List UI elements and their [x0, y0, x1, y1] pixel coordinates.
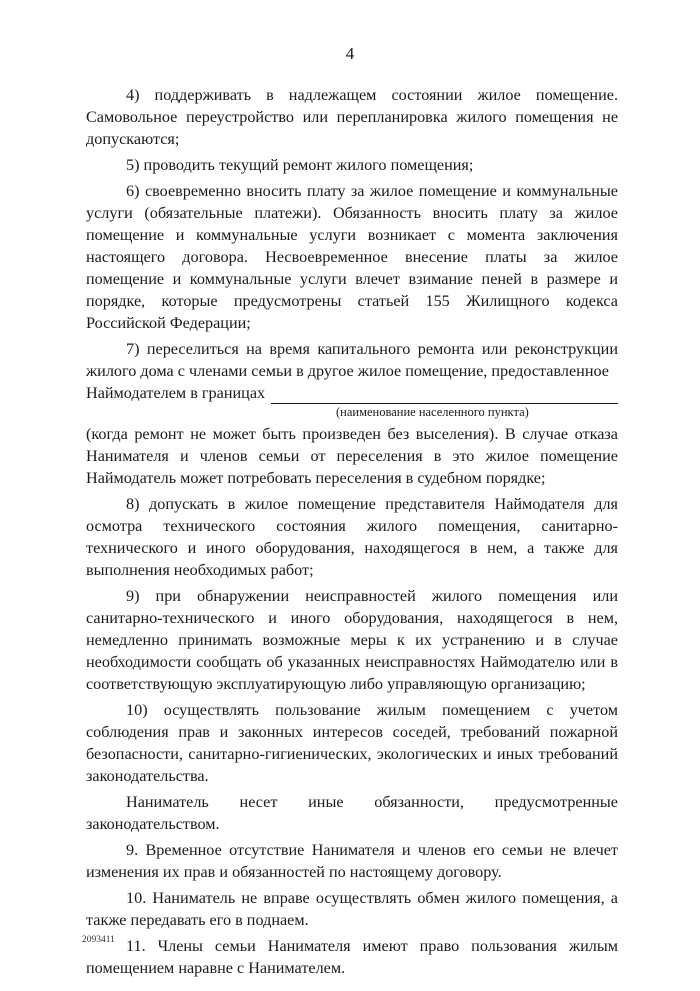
- footer-document-code: 2093411: [82, 935, 115, 945]
- document-body: [86, 84, 618, 983]
- clause-7-lead: Наймодателем в границах: [86, 384, 266, 402]
- section-10: 10. Наниматель не вправе осуществлять обмен жилого помещения, а также передавать его в поднаем.: [86, 889, 618, 929]
- clause-5: 5) проводить текущий ремонт жилого помещения;: [126, 156, 474, 174]
- clause-7-fill-line: [86, 382, 618, 404]
- clause-9: 9) при обнаружении неисправностей жилого помещения или санитарно-технического и иного оборудования, находящегося в нем, немедленно принимать возможные меры к их устранению и в случае необходимости сообщать об указанных неисправностях Наймодателю или в соответствующую эксплуатирующую либо управляющую организацию;: [86, 587, 618, 693]
- clause-4: 4) поддерживать в надлежащем состоянии жилое помещение. Самовольное переустройство или перепланировка жилого помещения не допускаются;: [86, 86, 618, 148]
- clause-10: 10) осуществлять пользование жилым помещением с учетом соблюдения прав и законных интересов соседей, требований пожарной безопасности, санитарно-гигиенических, экологических и иных требований законодательства.: [86, 701, 618, 785]
- other-obligations: Наниматель несет иные обязанности, предусмотренные законодательством.: [86, 793, 618, 833]
- section-9: 9. Временное отсутствие Нанимателя и членов его семьи не влечет изменения их прав и обязанностей по настоящему договору.: [86, 841, 618, 881]
- page-number: 4: [345, 44, 355, 63]
- clause-7-start: 7) переселиться на время капитального ремонта или реконструкции жилого дома с членами семьи в другое жилое помещение, предоставленное: [86, 340, 618, 380]
- clause-7-continuation: (когда ремонт не может быть произведен без выселения). В случае отказа Нанимателя и членов семьи от переселения в это жилое помещение Наймодатель может потребовать переселения в судебном порядке;: [86, 425, 618, 487]
- section-11: 11. Члены семьи Нанимателя имеют право пользования жилым помещением наравне с Нанимателем.: [86, 937, 618, 977]
- settlement-blank-line: [271, 387, 618, 404]
- clause-8: 8) допускать в жилое помещение представителя Наймодателя для осмотра технического состояния жилого помещения, санитарно-технического и иного оборудования, находящегося в нем, а также для выполнения необходимых работ;: [86, 495, 618, 579]
- settlement-blank-caption: (наименование населенного пункта): [336, 405, 529, 419]
- clause-6: 6) своевременно вносить плату за жилое помещение и коммунальные услуги (обязательные платежи). Обязанность вносить плату за жилое помещение и коммунальные услуги возникает с момента заключения настоящего договора. Несвоевременное внесение платы за жилое помещение и коммунальные услуги влечет взимание пеней в размере и порядке, которые предусмотрены статьей 155 Жилищного кодекса Российской Федерации;: [86, 182, 618, 332]
